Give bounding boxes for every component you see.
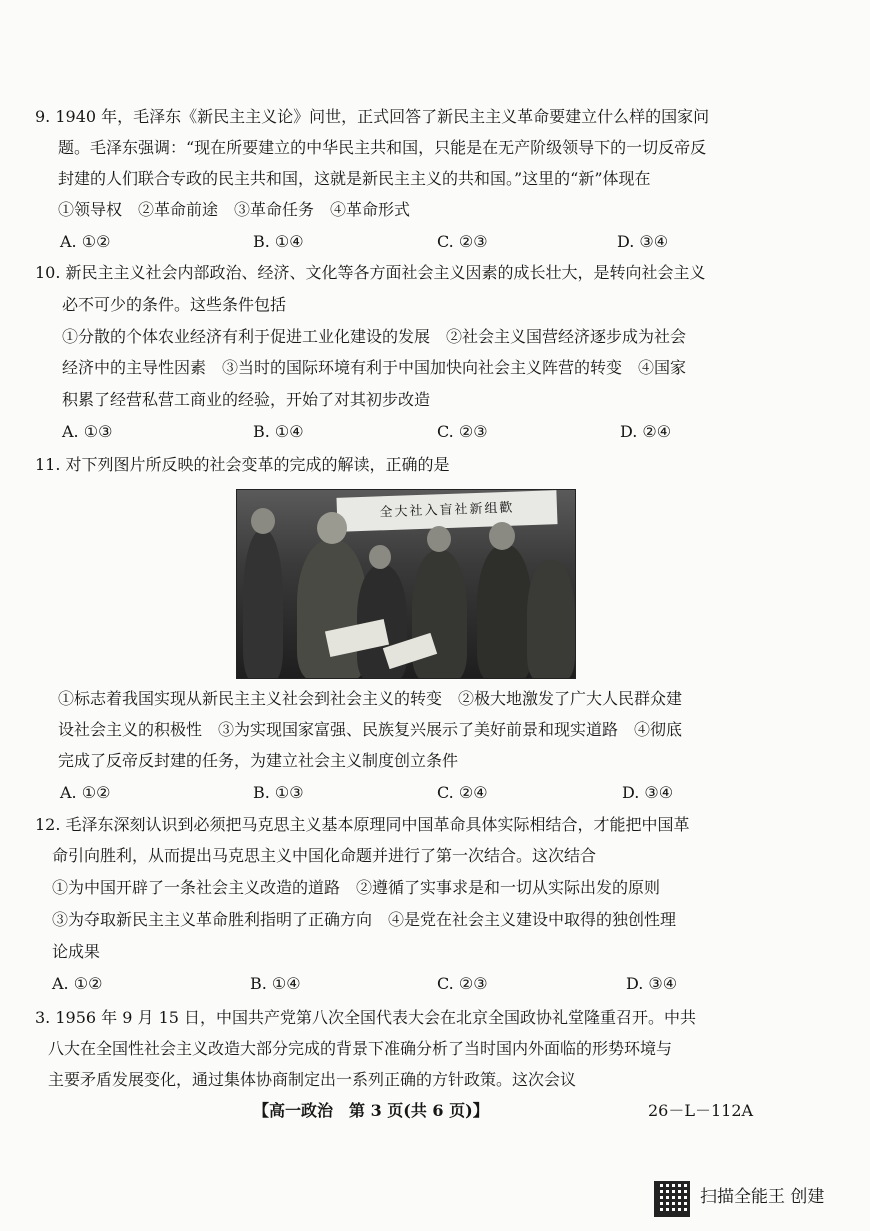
q11-option-c[interactable]: C. ②④	[437, 783, 488, 802]
photo-head	[317, 512, 347, 544]
q11-option-b[interactable]: B. ①③	[253, 783, 304, 802]
q11-line-4: 完成了反帝反封建的任务，为建立社会主义制度创立条件	[58, 751, 459, 770]
q9-items: ①领导权 ②革命前途 ③革命任务 ④革命形式	[58, 200, 411, 219]
q9-option-c[interactable]: C. ②③	[437, 232, 488, 251]
q11-option-a[interactable]: A. ①②	[60, 783, 111, 802]
q9-option-a[interactable]: A. ①②	[60, 232, 111, 251]
q12-line-3: ①为中国开辟了一条社会主义改造的道路 ②遵循了实事求是和一切从实际出发的原则	[52, 878, 661, 897]
q12-line-5: 论成果	[52, 942, 101, 961]
q10-option-b[interactable]: B. ①④	[253, 422, 304, 441]
q13-line-1: 3. 1956 年 9 月 15 日，中国共产党第八次全国代表大会在北京全国政协礼堂隆重召开。中共	[35, 1008, 697, 1027]
q10-line-1: 10. 新民主主义社会内部政治、经济、文化等各方面社会主义因素的成长壮大，是转向社会主义	[35, 263, 706, 282]
q9-line-2: 题。毛泽东强调：“现在所要建立的中华民主共和国，只能是在无产阶级领导下的一切反帝反	[58, 138, 707, 157]
q10-line-3: ①分散的个体农业经济有利于促进工业化建设的发展 ②社会主义国营经济逐步成为社会	[62, 327, 687, 346]
photo-figure	[412, 550, 467, 679]
photo-head	[251, 508, 275, 534]
q12-option-b[interactable]: B. ①④	[250, 974, 301, 993]
photo-figure	[527, 560, 575, 679]
historical-photo	[236, 489, 576, 679]
q10-line-5: 积累了经营私营工商业的经验，开始了对其初步改造	[62, 390, 431, 409]
photo-head	[369, 545, 391, 569]
q11-line-3: 设社会主义的积极性 ③为实现国家富强、民族复兴展示了美好前景和现实道路 ④彻底	[58, 720, 683, 739]
q12-line-1: 12. 毛泽东深刻认识到必须把马克思主义基本原理同中国革命具体实际相结合，才能把中国革	[35, 815, 690, 834]
photo-banner: 全大社入盲社新组歡	[336, 490, 557, 532]
q10-line-2: 必不可少的条件。这些条件包括	[62, 295, 287, 314]
q10-option-a[interactable]: A. ①③	[62, 422, 113, 441]
q12-option-d[interactable]: D. ③④	[626, 974, 678, 993]
q11-line-2: ①标志着我国实现从新民主主义社会到社会主义的转变 ②极大地激发了广大人民群众建	[58, 689, 683, 708]
photo-head	[427, 526, 451, 552]
q10-option-c[interactable]: C. ②③	[437, 422, 488, 441]
q10-line-4: 经济中的主导性因素 ③当时的国际环境有利于中国加快向社会主义阵营的转变 ④国家	[62, 358, 687, 377]
page-footer-code: 26－L－112A	[648, 1101, 754, 1120]
qr-code-icon	[654, 1181, 690, 1217]
q11-line-1: 11. 对下列图片所反映的社会变革的完成的解读，正确的是	[35, 455, 450, 474]
q12-line-2: 命引向胜利，从而提出马克思主义中国化命题并进行了第一次结合。这次结合	[52, 846, 597, 865]
q12-option-a[interactable]: A. ①②	[52, 974, 103, 993]
q12-line-4: ③为夺取新民主主义革命胜利指明了正确方向 ④是党在社会主义建设中取得的独创性理	[52, 910, 677, 929]
q10-option-d[interactable]: D. ②④	[620, 422, 672, 441]
q13-line-2: 八大在全国性社会主义改造大部分完成的背景下准确分析了当时国内外面临的形势环境与	[48, 1039, 673, 1058]
q12-option-c[interactable]: C. ②③	[437, 974, 488, 993]
q9-line-3: 封建的人们联合专政的民主共和国，这就是新民主主义的共和国。”这里的“新”体现在	[58, 169, 651, 188]
q13-line-3: 主要矛盾发展变化，通过集体协商制定出一系列正确的方针政策。这次会议	[48, 1070, 577, 1089]
photo-figure	[243, 530, 283, 679]
q9-line-1: 9. 1940 年，毛泽东《新民主主义论》问世，正式回答了新民主主义革命要建立什么样的国家问	[35, 107, 710, 126]
q9-option-b[interactable]: B. ①④	[253, 232, 304, 251]
page-footer-subject: 【高一政治 第 3 页(共 6 页)】	[253, 1101, 489, 1120]
q11-option-d[interactable]: D. ③④	[622, 783, 674, 802]
photo-head	[489, 522, 515, 550]
q9-option-d[interactable]: D. ③④	[617, 232, 669, 251]
scanner-watermark: 扫描全能王 创建	[700, 1187, 825, 1207]
photo-figure	[477, 545, 532, 679]
